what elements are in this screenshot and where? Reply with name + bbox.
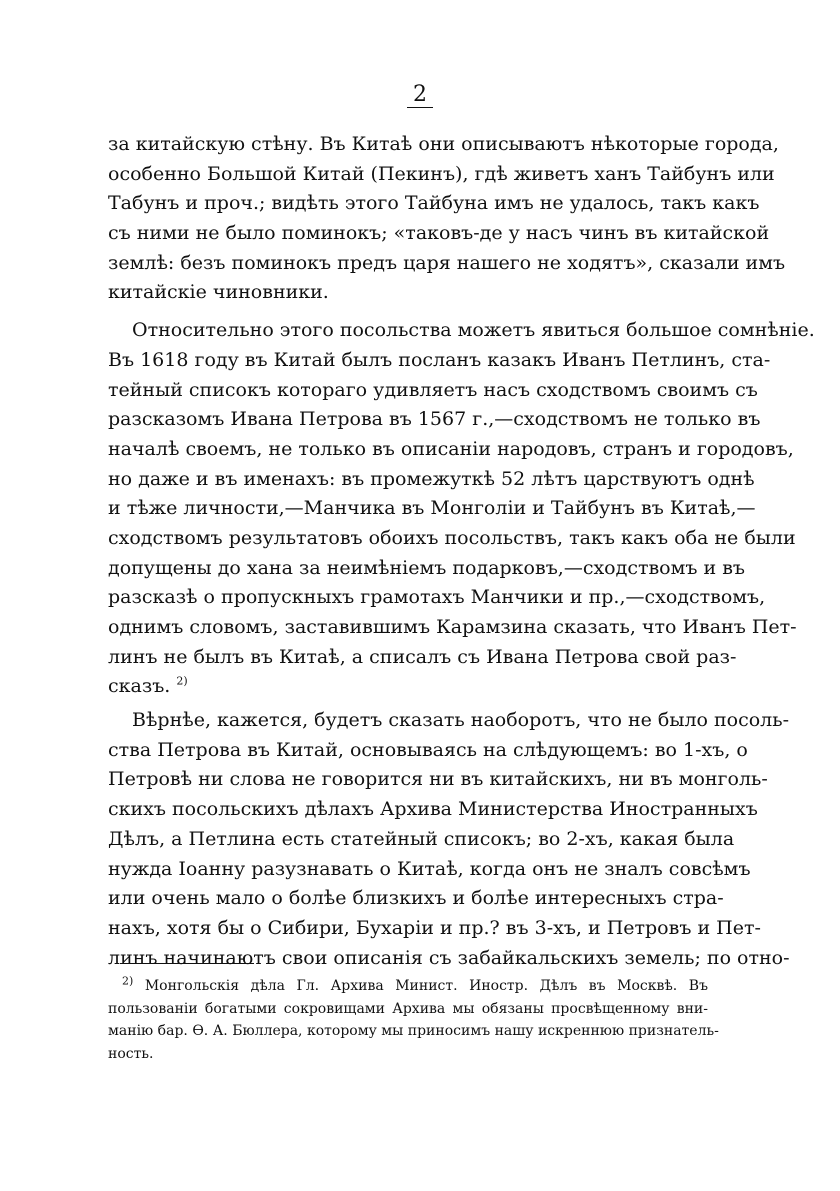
page-number <box>0 82 840 108</box>
text-line: и тѣже личности,—Манчика въ Монголіи и Тайбунъ въ Китаѣ,— <box>108 497 756 520</box>
text-line: нахъ, хотя бы о Сибири, Бухаріи и пр.? въ 3-хъ, и Петровъ и Пет- <box>108 916 761 939</box>
footnote-line: пользованіи богатыми сокровищами Архива мы обязаны просвѣщенному вни- <box>108 1000 708 1017</box>
text-line: началѣ своемъ, не только въ описаніи народовъ, странъ и городовъ, <box>108 437 794 460</box>
text-line: особенно Большой Китай (Пекинъ), гдѣ живетъ ханъ Тайбунъ или <box>108 162 775 185</box>
text-line: съ ними не было поминокъ; «таковъ-де у насъ чинъ въ китайской <box>108 222 770 245</box>
text-line: землѣ: безъ поминокъ предъ царя нашего не ходятъ», сказали имъ <box>108 251 786 274</box>
footnote-line: манію бар. Ѳ. А. Бюллера, которому мы приносимъ нашу искреннюю признатель- <box>108 1023 719 1039</box>
text-line: Дѣлъ, а Петлина есть статейный списокъ; во 2-хъ, какая была <box>108 827 735 850</box>
footnote-reference[interactable]: 2) <box>176 675 188 689</box>
text-line: но даже и въ именахъ: въ промежуткѣ 52 лѣтъ царствуютъ однѣ <box>108 467 755 490</box>
text-line: тейный списокъ котораго удивляетъ насъ сходствомъ своимъ съ <box>108 378 758 401</box>
footnote <box>108 974 719 1065</box>
paragraph-2 <box>108 316 815 702</box>
text-line: Въ 1618 году въ Китай былъ посланъ казакъ Иванъ Петлинъ, ста- <box>108 348 771 371</box>
body-text <box>108 130 815 973</box>
footnote-divider <box>120 963 254 964</box>
paragraph-1 <box>108 130 786 308</box>
text-line: Вѣрнѣе, кажется, будетъ сказать наоборотъ, что не было посоль- <box>132 709 790 732</box>
text-line: китайскіе чиновники. <box>108 281 329 304</box>
text-line-content: сказъ. <box>108 675 171 698</box>
text-line: разсказѣ о пропускныхъ грамотахъ Манчики и пр.,—сходствомъ, <box>108 586 766 609</box>
text-line: линъ не былъ въ Китаѣ, а списалъ съ Ивана Петрова свой раз- <box>108 645 737 668</box>
text-line: или очень мало о болѣе близкихъ и болѣе интересныхъ стра- <box>108 887 724 910</box>
text-line: сходствомъ результатовъ обоихъ посольствъ, такъ какъ оба не были <box>108 526 796 549</box>
text-line: нужда Іоанну разузнавать о Китаѣ, когда онъ не зналъ совсѣмъ <box>108 857 751 880</box>
text-line: скихъ посольскихъ дѣлахъ Архива Министерства Иностранныхъ <box>108 798 758 821</box>
footnote-line: ность. <box>108 1045 154 1062</box>
page-number-text: 2 <box>407 84 433 108</box>
text-line: однимъ словомъ, заставившимъ Карамзина сказать, что Иванъ Пет- <box>108 616 797 638</box>
text-line: Петровѣ ни слова не говорится ни въ китайскихъ, ни въ монголь- <box>108 768 768 791</box>
text-line-with-footnote-ref <box>108 672 708 702</box>
text-line: допущены до хана за неимѣніемъ подарковъ,—сходствомъ и въ <box>108 556 746 579</box>
text-line: разсказомъ Ивана Петрова въ 1567 г.,—сходствомъ не только въ <box>108 408 761 431</box>
text-line: Относительно этого посольства можетъ явиться большое сомнѣніе. <box>132 319 815 342</box>
footnote-line <box>108 975 708 998</box>
footnote-line-content: Монгольскія дѣла Гл. Архива Минист. Иностр. Дѣлъ въ Москвѣ. Въ <box>144 978 708 994</box>
paragraph-3 <box>108 706 790 973</box>
text-line: линъ начинаютъ свои описанія съ забайкальскихъ земель; по отно- <box>108 946 790 969</box>
footnote-marker: 2) <box>122 974 134 988</box>
text-line: ства Петрова въ Китай, основываясь на слѣдующемъ: во 1-хъ, о <box>108 738 748 761</box>
text-line: Табунъ и проч.; видѣть этого Тайбуна имъ не удалось, такъ какъ <box>108 192 760 215</box>
text-line: за китайскую стѣну. Въ Китаѣ они описываютъ нѣкоторые города, <box>108 133 779 155</box>
